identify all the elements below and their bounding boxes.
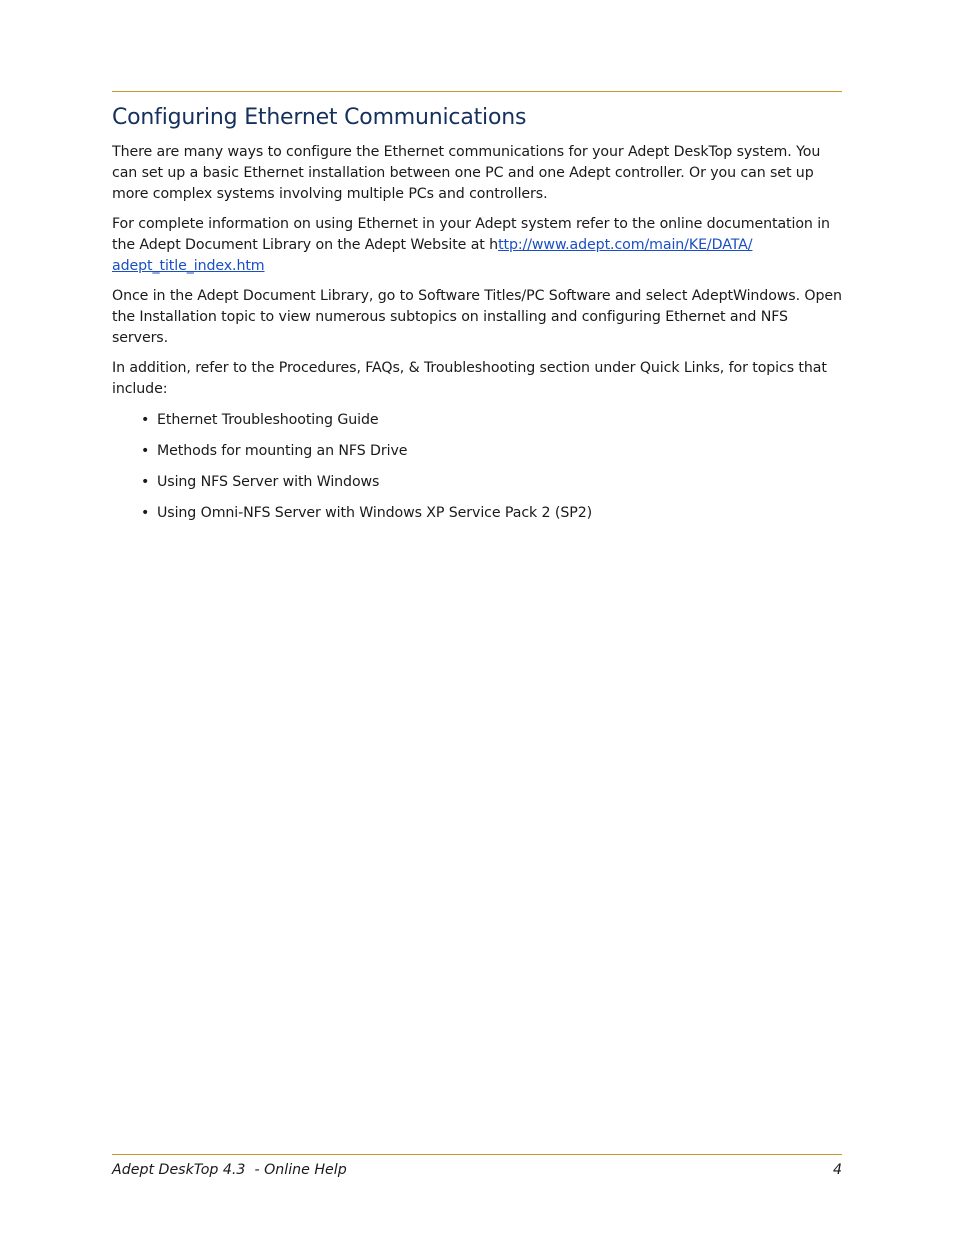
list-item-text: Ethernet Troubleshooting Guide [157, 412, 379, 428]
list-item [112, 472, 842, 493]
document-body [112, 103, 842, 534]
list-item-text: Using NFS Server with Windows [157, 474, 380, 490]
page-number: 4 [832, 1162, 842, 1178]
list-item [112, 410, 842, 431]
page-footer [112, 1160, 842, 1180]
intro-paragraph: There are many ways to configure the Ethernet communications for your Adept DeskTop system. You can set up a basic Ethernet installation between one PC and one Adept controller. Or you can set up more complex systems involving multiple PCs and controllers. [112, 144, 821, 202]
documentation-paragraph [112, 214, 842, 277]
bullet-icon: • [141, 443, 150, 459]
quick-links-paragraph: In addition, refer to the Procedures, FAQs, & Troubleshooting section under Quick Links, for topics that include: [112, 360, 827, 397]
list-item-text: Using Omni-NFS Server with Windows XP Service Pack 2 (SP2) [157, 505, 593, 521]
header-rule [112, 91, 842, 92]
page-title: Configuring Ethernet Communications [112, 105, 527, 130]
list-item [112, 441, 842, 462]
library-navigation-paragraph: Once in the Adept Document Library, go to Software Titles/PC Software and select AdeptWindows. Open the Installation topic to view numerous subtopics on installing and configuring Ethernet and NFS servers. [112, 288, 842, 346]
list-item-text: Methods for mounting an NFS Drive [157, 443, 408, 459]
list-item [112, 503, 842, 524]
bullet-icon: • [141, 474, 150, 490]
adept-library-link[interactable]: ttp://www.adept.com/main/KE/DATA/ adept_title_index.htm [112, 237, 753, 274]
bullet-icon: • [141, 505, 150, 521]
documentation-paragraph-text: For complete information on using Ethernet in your Adept system refer to the online documentation in the Adept Document Library on the Adept Website at h [112, 216, 830, 253]
footer-rule [112, 1154, 842, 1155]
bullet-icon: • [141, 412, 150, 428]
topics-list [112, 410, 842, 524]
footer-title: Adept DeskTop 4.3 - Online Help [112, 1162, 347, 1178]
